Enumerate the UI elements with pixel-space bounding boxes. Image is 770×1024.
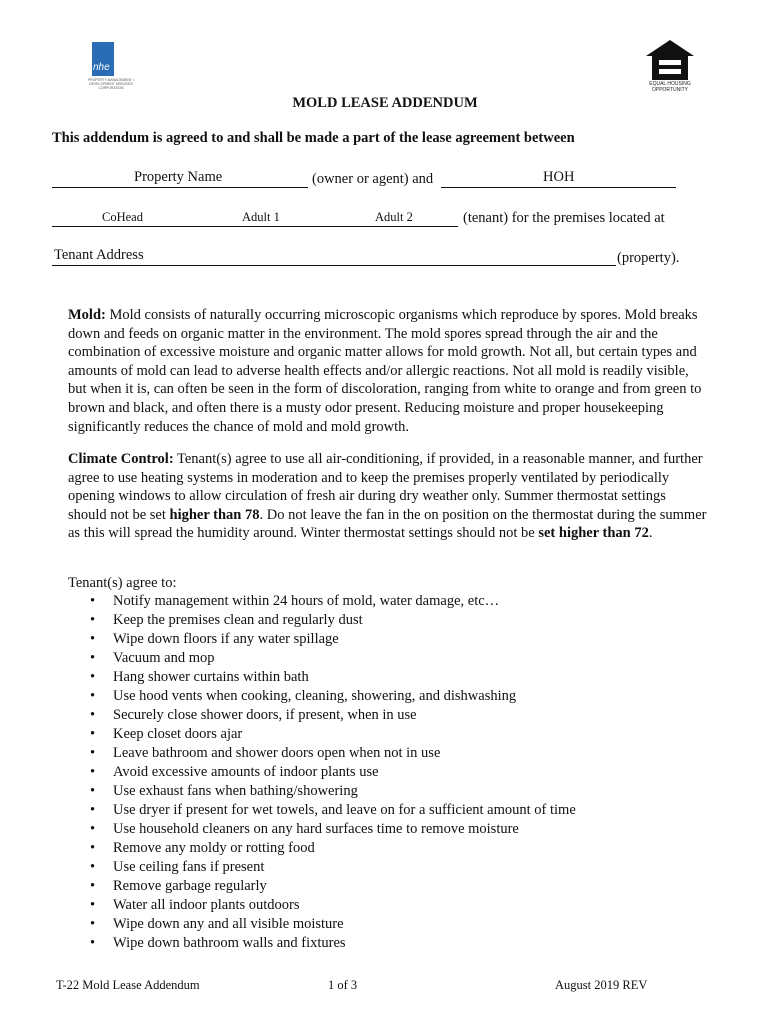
property-label: (property). (617, 250, 680, 266)
adult1-value: Adult 1 (242, 210, 280, 224)
agree-list (68, 592, 576, 953)
footer-page-number: 1 of 3 (328, 978, 358, 992)
list-item: • Securely close shower doors, if present, when in use (68, 706, 576, 725)
cohead-value: CoHead (102, 210, 143, 224)
climate-body-1: Tenant(s) agree to use all air-conditioning, if provided, in a reasonable manner, and further agree to use heating systems in moderation and to keep the premises properly ventilated by periodically opening windows to allow circulation of fresh air during dry weather only. Summer thermostat settings should not be set (68, 451, 703, 523)
hoh-field[interactable] (441, 170, 676, 188)
tenant-label: (tenant) for the premises located at (463, 210, 665, 226)
list-item: • Avoid excessive amounts of indoor plants use (68, 763, 576, 782)
list-item: • Use household cleaners on any hard surfaces time to remove moisture (68, 820, 576, 839)
tenant-address-value: Tenant Address (54, 247, 144, 263)
tenant-names-field[interactable] (52, 209, 458, 227)
agree-intro: Tenant(s) agree to: (68, 575, 177, 591)
list-item: • Keep closet doors ajar (68, 725, 576, 744)
hoh-value: HOH (543, 169, 575, 185)
list-item: • Vacuum and mop (68, 649, 576, 668)
list-item: • Remove garbage regularly (68, 877, 576, 896)
climate-body-3: . (648, 525, 653, 542)
climate-body-2: . Do not leave the fan in the on position on the thermostat during the summer as this will spread the humidity around. Winter thermostat settings should not be (68, 506, 707, 542)
intro-text: This addendum is agreed to and shall be made a part of the lease agreement between (52, 130, 575, 146)
list-item: • Remove any moldy or rotting food (68, 839, 576, 858)
footer-revision: August 2019 REV (555, 978, 648, 992)
list-item: • Use hood vents when cooking, cleaning, showering, and dishwashing (68, 687, 576, 706)
document-title: MOLD LEASE ADDENDUM (292, 95, 478, 111)
list-item: • Keep the premises clean and regularly dust (68, 611, 576, 630)
adult2-value: Adult 2 (375, 210, 413, 224)
climate-heading: Climate Control: (68, 451, 174, 467)
list-item: • Use dryer if present for wet towels, and leave on for a sufficient amount of time (68, 801, 576, 820)
equal-housing-caption: EQUAL HOUSING OPPORTUNITY (649, 81, 691, 93)
mold-body: Mold consists of naturally occurring microscopic organisms which reproduce by spores. Mold breaks down and feeds on organic matter in the environment. The mold spores spread through the air and the combination of excessive moisture and organic matter allows for mold growth. Not all, but certain types and amounts of mold can lead to adverse health effects and/or allergic reactions. Not all mold is readily visible, but when it is, can often be seen in the form of discoloration, ranging from white to orange and from green to brown and black, and often there is a musty odor present. Reducing moisture and proper housekeeping significantly reduces the chance of mold and mold growth. (68, 307, 702, 435)
footer-form-id: T-22 Mold Lease Addendum (56, 978, 200, 992)
list-item: • Use ceiling fans if present (68, 858, 576, 877)
equal-housing-icon (644, 38, 696, 82)
property-name-value: Property Name (134, 169, 223, 185)
equal-housing-logo (644, 38, 696, 94)
list-item: • Notify management within 24 hours of mold, water damage, etc… (68, 592, 576, 611)
owner-label: (owner or agent) and (312, 171, 434, 187)
list-item: • Water all indoor plants outdoors (68, 896, 576, 915)
mold-paragraph (68, 306, 708, 436)
mold-heading: Mold: (68, 307, 106, 323)
list-item: • Use exhaust fans when bathing/showering (68, 782, 576, 801)
property-name-field[interactable] (52, 170, 308, 188)
winter-limit: set higher than 72 (538, 525, 649, 542)
climate-paragraph (68, 450, 708, 543)
list-item: • Leave bathroom and shower doors open when not in use (68, 744, 576, 763)
nhe-logo (80, 42, 140, 92)
summer-limit: higher than 78 (169, 506, 260, 523)
nhe-logo-caption: PROPERTY MANAGEMENT • DEVELOPMENT SERVICES CORPORATION (88, 78, 134, 91)
list-item: • Wipe down floors if any water spillage (68, 630, 576, 649)
nhe-logo-mark: nhe (92, 42, 114, 76)
tenant-address-field[interactable] (52, 248, 616, 266)
list-item: • Wipe down any and all visible moisture (68, 915, 576, 934)
list-item: • Hang shower curtains within bath (68, 668, 576, 687)
list-item: • Wipe down bathroom walls and fixtures (68, 934, 576, 953)
